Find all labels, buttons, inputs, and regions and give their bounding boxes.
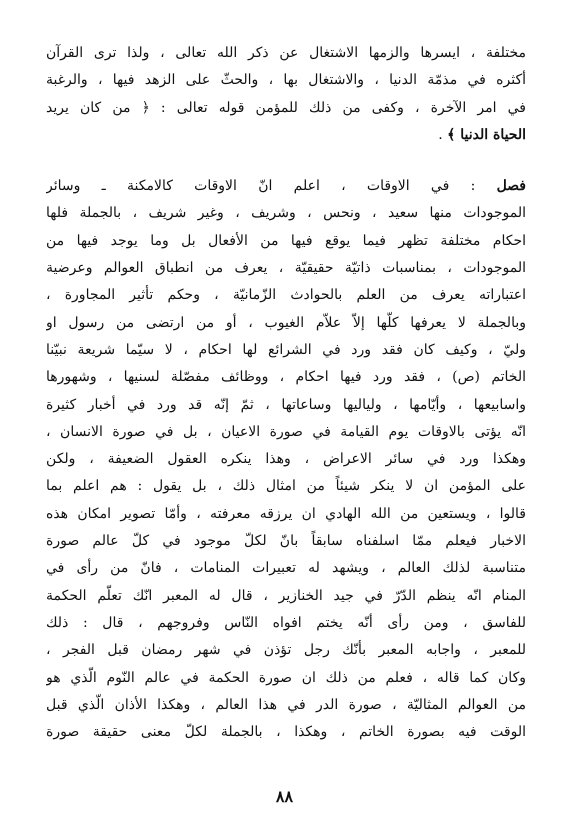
- text-line: الموجودات منها سعيد ، ونحس ، وشريف ، وغير شريف ، بالجملة فلها: [46, 205, 526, 222]
- text-line: الخاتم (ص) ، فقد ورد فيها احكام ، ووظائف مفصّلة لسنيها ، وشهورها: [46, 369, 526, 386]
- text-line: مختلفة ، ايسرها والزمها الاشتغال عن ذكر الله تعالى ، ولذا ترى القرآن: [46, 45, 526, 61]
- text-line: الموجودات ، بمناسبات ذاتيّة حقيقيّة ، يعرف من انطباق العوالم وعرضية: [46, 260, 526, 277]
- page-number: ٨٨: [275, 787, 294, 806]
- text-line: على المؤمن ان لا ينكر شيئاً من امثال ذلك ، بل يقول : هم اعلم بما: [46, 478, 526, 495]
- text-line: المنام انّه ينظم الدّرّ في جيد الخنازير ، قال له المعبر انّك تعلّم الحكمة: [46, 587, 526, 604]
- section-paragraph: [46, 173, 526, 746]
- text-line: الوقت فيه بصورة الخاتم ، وهكذا ، بالجملة لكلّ معنى حقيقة صورة: [46, 724, 526, 741]
- text-line: في امر الآخرة ، وكفى من ذلك للمؤمن قوله تعالى : ﴿ من كان يريد: [46, 99, 526, 116]
- text-line: [46, 122, 526, 149]
- text-line: [46, 173, 526, 200]
- text-line: وهكذا ورد في سائر الاعراض ، وهذا ينكره العقول الضعيفة ، ولكن: [46, 451, 526, 468]
- text-line: انّه يؤتى بالاوقات يوم القيامة في صورة الاعيان ، بل في صورة الانسان ،: [46, 423, 526, 440]
- text-line: وكان كما قاله ، فعلم من ذلك ان صورة الحكمة في عالم النّوم الّذي هو: [46, 669, 526, 686]
- text-line: قالوا ، ويستعين من الله الهادي ان يرزقه معرفته ، وأمّا تصوير امكان هذه: [46, 505, 526, 522]
- text-line: وبالجملة لا يعرفها كلّها إلاّ علاّم الغيوب ، أو من ارتضى من رسول او: [46, 314, 526, 331]
- text-line: اعتباراته يعرف من العلم بالحوادث الزّمانيّة ، وحكم تأثير المجاورة ،: [46, 287, 526, 304]
- quran-quote-end: الحياة الدنيا ﴾: [447, 126, 526, 143]
- text-line: احكام مختلفة تظهر فيما يوقع فيها من الأفعال بل وما يوجد فيها من: [46, 232, 526, 249]
- sentence-end: .: [438, 126, 448, 143]
- top-paragraph: [46, 40, 526, 149]
- text-line: من العوالم المثاليّة ، صورة الدر في هذا العالم ، وهكذا الأذان الّذي قبل: [46, 696, 526, 713]
- first-line-text: : في الاوقات ، اعلم انّ الاوقات كالامكنة ـ وسائر: [46, 178, 497, 195]
- text-line: متناسبة لذلك العالم ، ويشهد له تعبيرات المنامات ، فانّ من رأى في: [46, 560, 526, 577]
- page-body: [46, 40, 526, 746]
- text-line: وليّ ، وكيف كان فقد ورد في الشرائع لها احكام ، لا سيّما شريعة نبيّنا: [46, 341, 526, 358]
- text-line: واسابيعها ، وأيّامها ، ولياليها وساعاتها ، ثمّ إنّه قد ورد في أخبار كثيرة: [46, 396, 526, 413]
- text-line: الاخبار فيعلم ممّا اسلفناه سابقاً بانّ لكلّ موجود في كلّ عالم صورة: [46, 533, 526, 550]
- text-line: أكثره في مذمّة الدنيا ، والاشتغال بها ، والحثّ على الزهد فيها ، والرغبة: [46, 72, 526, 89]
- text-line: للمعبر ، واجابه المعبر بأنّك رجل تؤذن في شهر رمضان قبل الفجر ،: [46, 642, 526, 659]
- section-heading: فصل: [496, 178, 526, 195]
- text-line: للفاسق ، ومن رأى أنّه يختم افواه النّاس وفروجهم ، قال : ذلك: [46, 614, 526, 631]
